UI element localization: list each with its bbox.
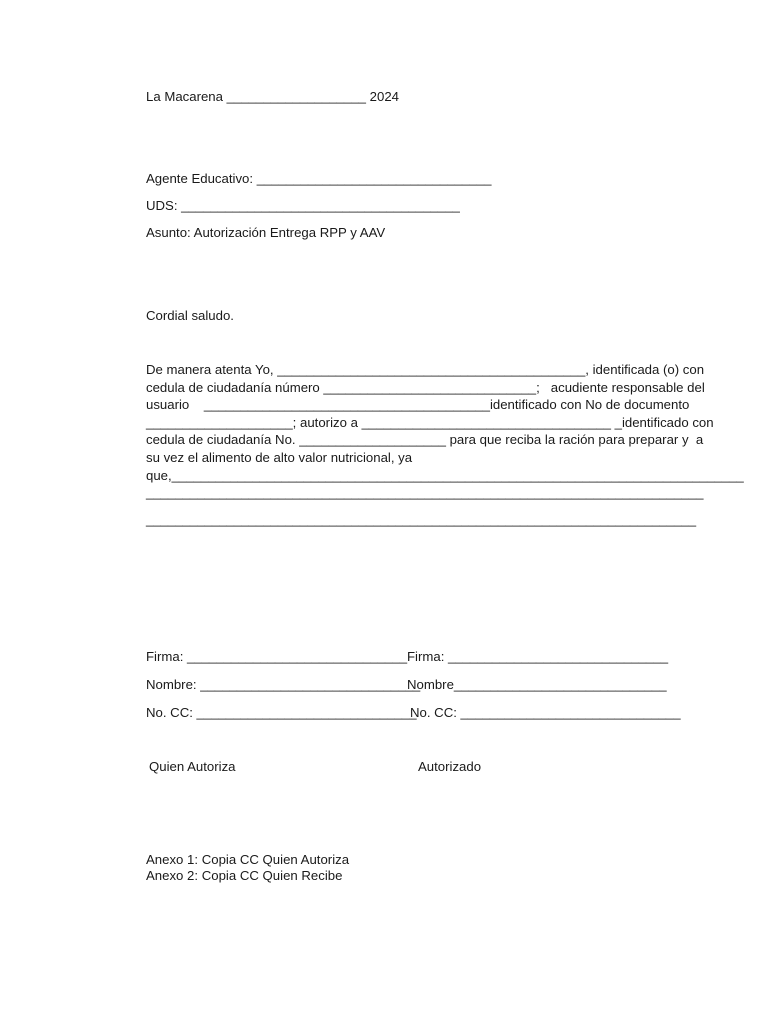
body-line: que,______________________________________________________________________________ xyxy=(146,467,744,483)
body-extra-line: ___________________________________________________________________________ xyxy=(146,512,697,527)
body-line: ____________________________________________________________________________ xyxy=(146,485,704,501)
right-cc-line: No. CC: ______________________________ xyxy=(410,705,681,720)
left-nombre-line: Nombre: ______________________________ xyxy=(146,677,421,692)
left-cc-line: No. CC: ______________________________ xyxy=(146,705,417,720)
body-line: su vez el alimento de alto valor nutricional, ya xyxy=(146,449,413,465)
body-line: cedula de ciudadanía No. ____________________ para que reciba la ración para preparar y a xyxy=(146,432,704,448)
body-line: ____________________; autorizo a __________________________________ _identificado con xyxy=(146,414,714,430)
left-firma-line: Firma: ______________________________ xyxy=(146,649,408,664)
annex-2: Anexo 2: Copia CC Quien Recibe xyxy=(146,868,343,883)
subject-line: Asunto: Autorización Entrega RPP y AAV xyxy=(146,225,386,240)
body-line: cedula de ciudadanía número _____________________________; acudiente responsable del xyxy=(146,379,705,395)
right-nombre-line: Nombre_____________________________ xyxy=(407,677,667,692)
right-firma-line: Firma: ______________________________ xyxy=(407,649,669,664)
annex-1: Anexo 1: Copia CC Quien Autoriza xyxy=(146,852,350,867)
place-date-line: La Macarena ___________________ 2024 xyxy=(146,89,399,104)
greeting: Cordial saludo. xyxy=(146,308,234,323)
right-role-label: Autorizado xyxy=(418,759,482,774)
uds-line: UDS: ______________________________________ xyxy=(146,198,460,213)
body-line: De manera atenta Yo, __________________________________________, identificada (o) con xyxy=(146,362,705,377)
body-paragraph xyxy=(146,361,744,502)
agente-educativo-line: Agente Educativo: ________________________________ xyxy=(146,171,492,186)
body-line: usuario _______________________________________identificado con No de documento xyxy=(146,397,690,413)
left-role-label: Quien Autoriza xyxy=(149,759,236,774)
